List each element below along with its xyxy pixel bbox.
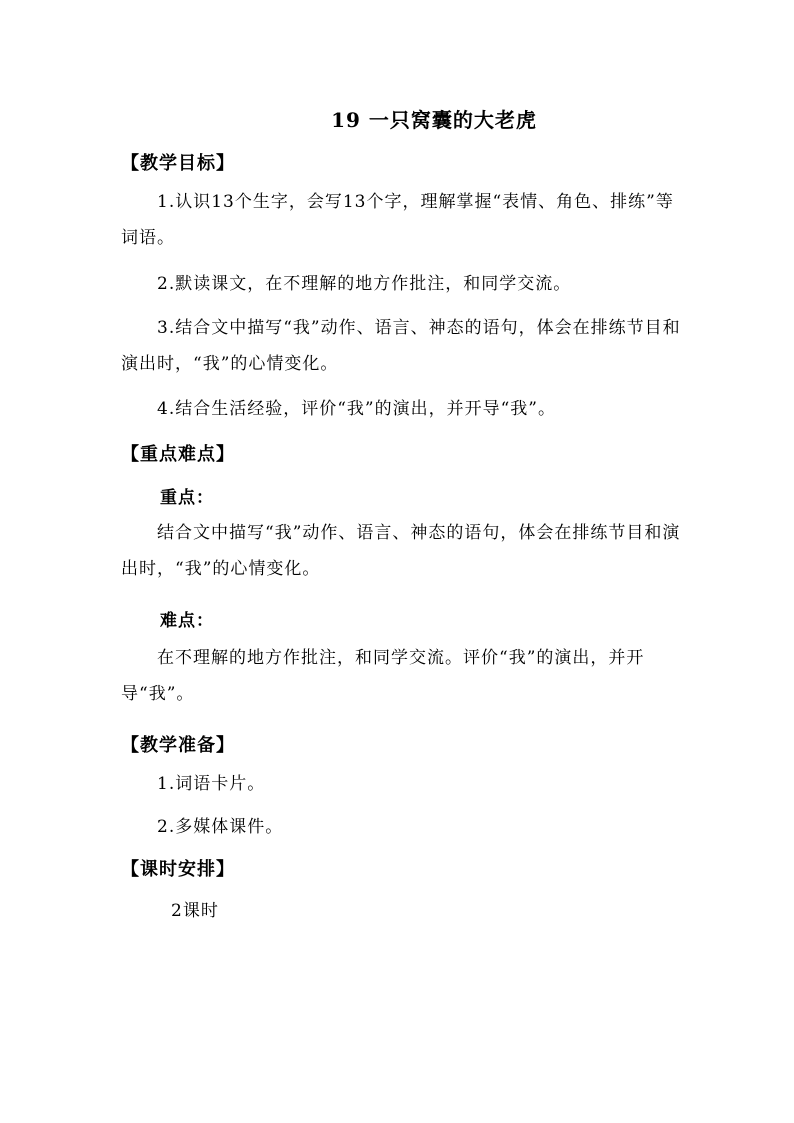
section-heading-goals: 【教学目标】 — [121, 153, 235, 174]
key-point-label: 重点： — [160, 488, 214, 508]
section-heading-key-points: 【重点难点】 — [121, 444, 235, 465]
prep-item-1: 1.词语卡片。 — [157, 774, 266, 794]
difficult-point-text: 在不理解的地方作批注，和同学交流。评价“我”的演出，并开导“我”。 — [121, 648, 645, 704]
key-point-text: 结合文中描写“我”动作、语言、神态的语句，体会在排练节目和演出时，“我”的心情变化。 — [121, 523, 681, 579]
prep-item-2: 2.多媒体课件。 — [157, 817, 284, 837]
goal-item-2: 2.默读课文，在不理解的地方作批注，和同学交流。 — [157, 274, 572, 294]
section-heading-preparation: 【教学准备】 — [121, 735, 235, 756]
goal-item-1: 1.认识13个生字，会写13个字，理解掌握“表情、角色、排练”等词语。 — [121, 192, 674, 248]
goal-item-3: 3.结合文中描写“我”动作、语言、神态的语句，体会在排练节目和演出时，“我”的心情变化。 — [121, 318, 681, 374]
goal-item-4: 4.结合生活经验，评价“我”的演出，并开导“我”。 — [157, 399, 556, 419]
section-heading-schedule: 【课时安排】 — [121, 859, 235, 880]
page-title — [0, 104, 794, 133]
title-text: 19 一只窝囊的大老虎 — [331, 108, 537, 132]
schedule-text: 2课时 — [171, 901, 219, 921]
difficult-point-label: 难点： — [160, 611, 214, 631]
